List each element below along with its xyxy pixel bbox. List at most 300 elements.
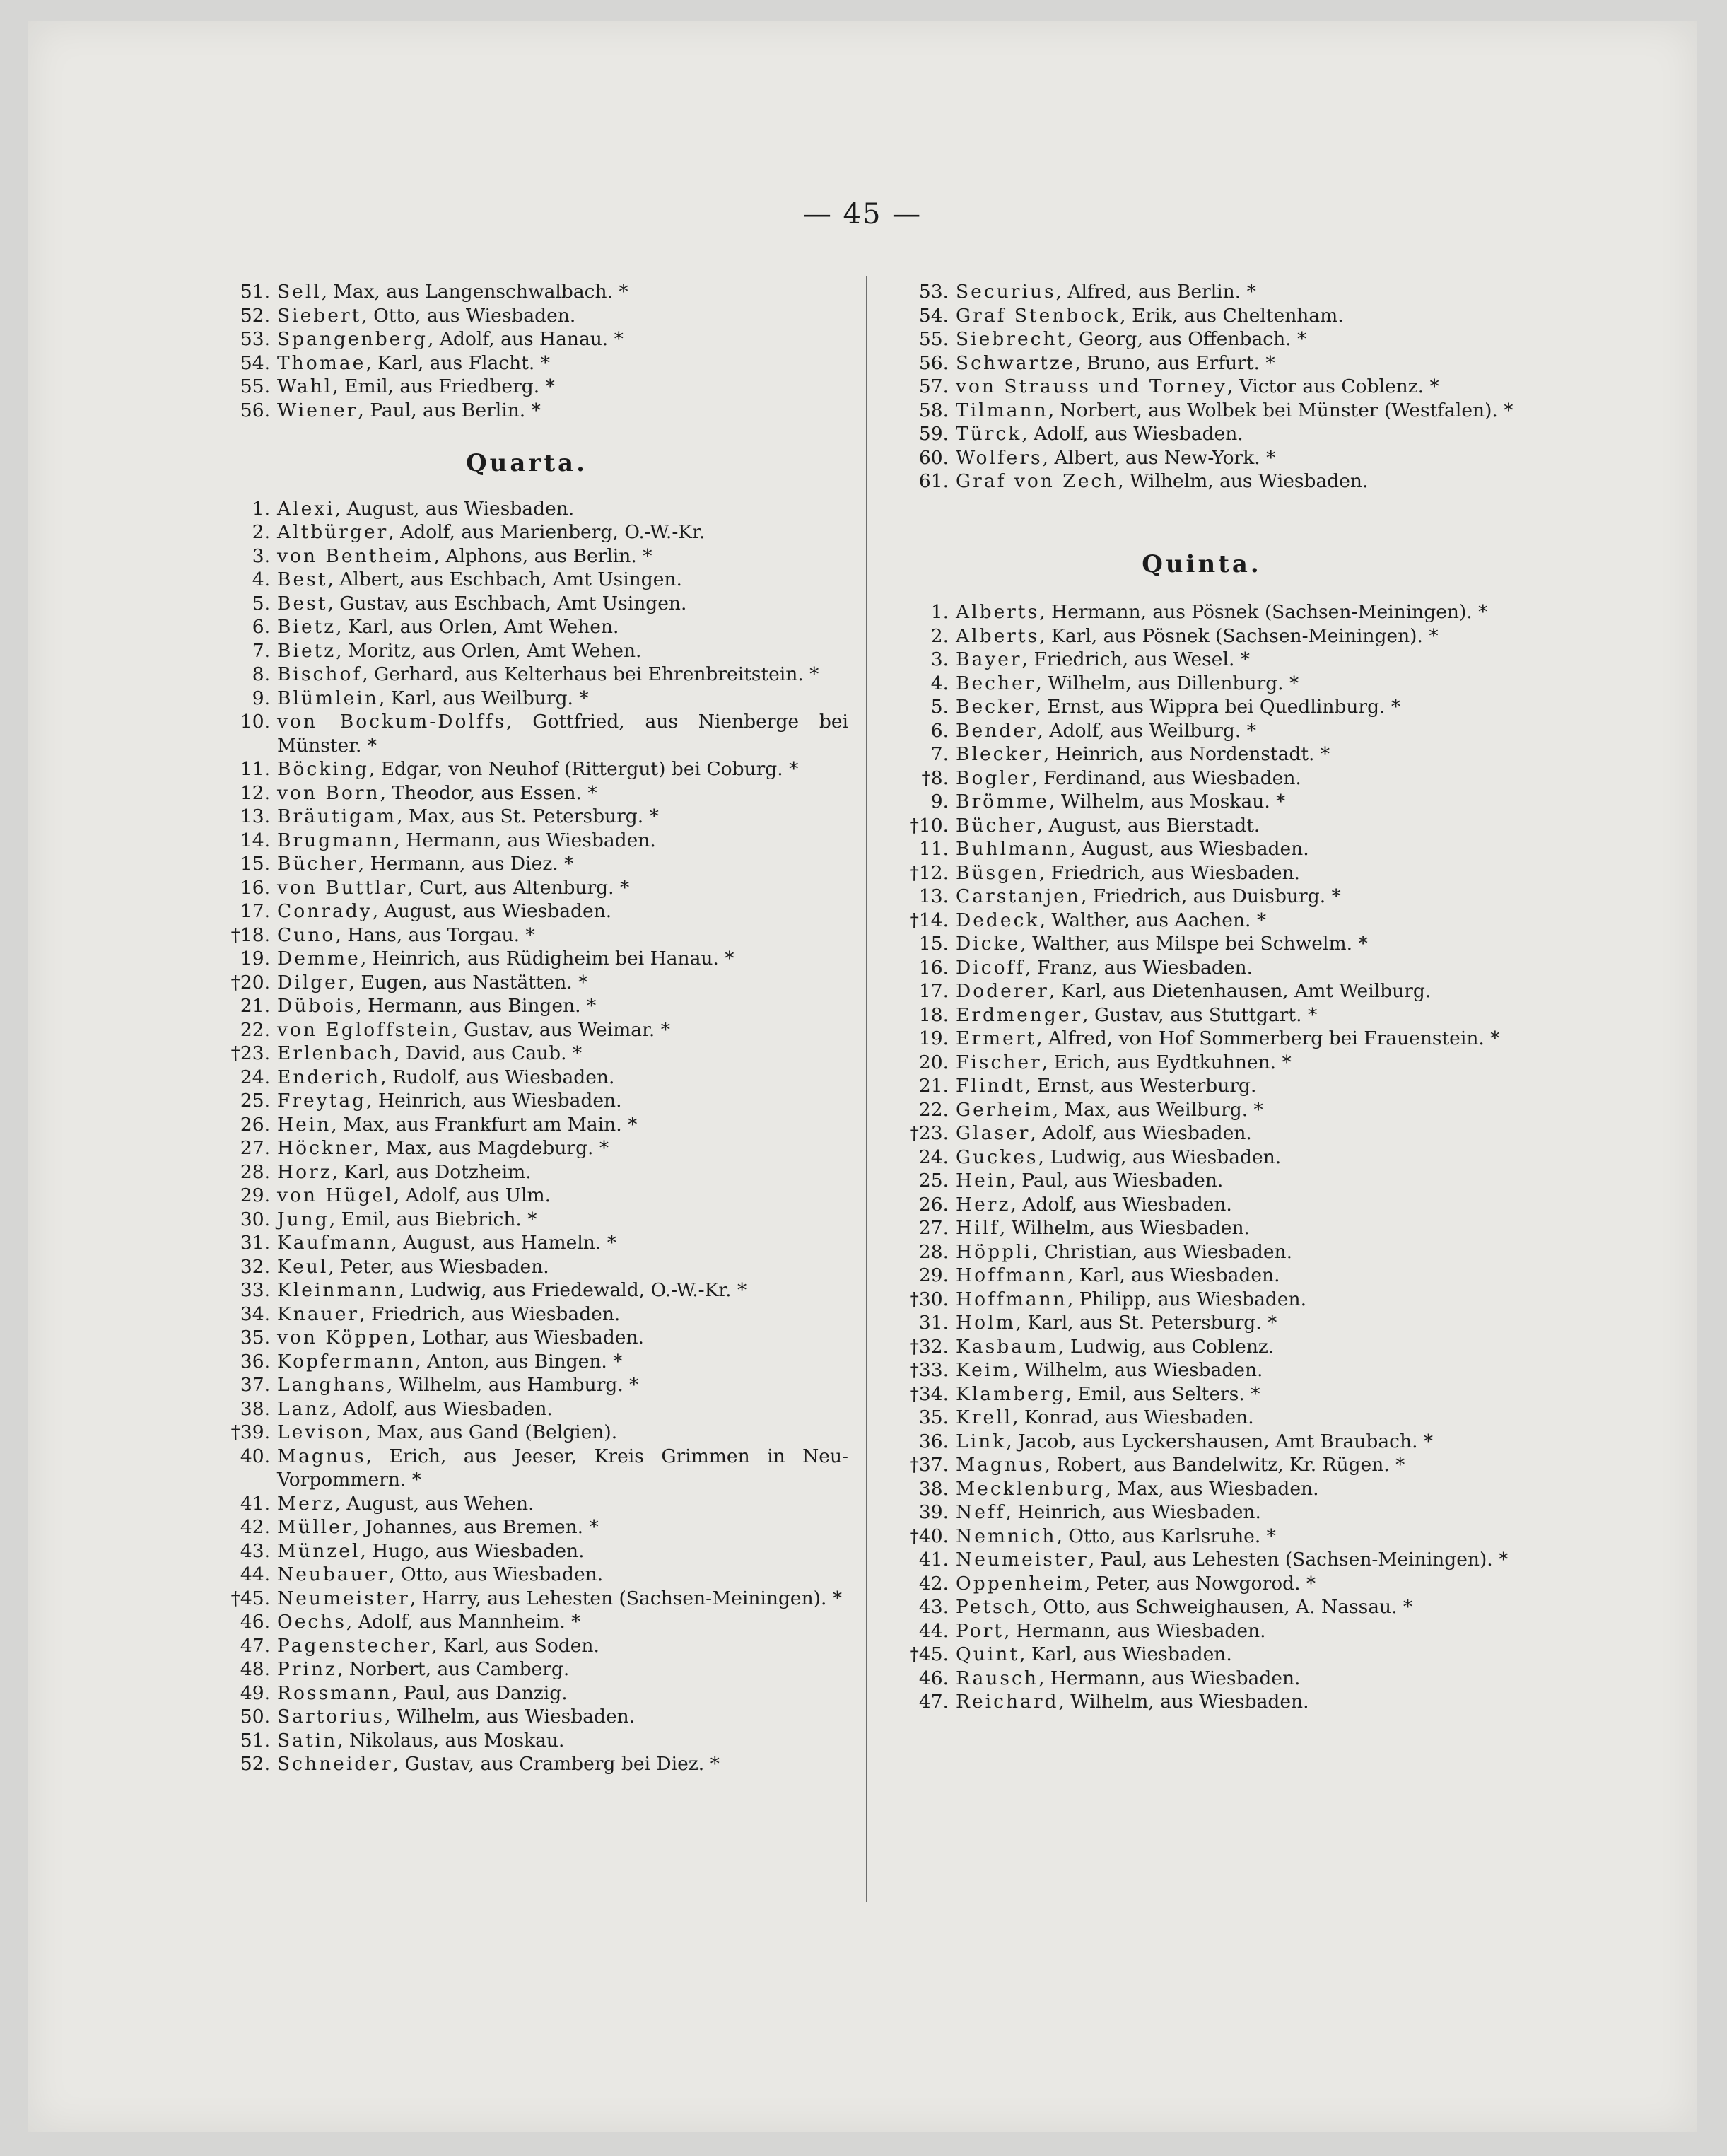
entry-name: Conrady bbox=[277, 900, 373, 922]
entry-number: 47. bbox=[918, 1691, 949, 1713]
list-item bbox=[884, 422, 1520, 446]
entry-details: , Wilhelm, aus Hamburg. * bbox=[386, 1374, 639, 1396]
entry-name: Rausch bbox=[956, 1667, 1038, 1689]
entry-name: Kasbaum bbox=[956, 1335, 1059, 1358]
entry-name: Dilger bbox=[277, 971, 349, 993]
list-item bbox=[205, 1752, 848, 1776]
list-item bbox=[205, 805, 848, 829]
list-item bbox=[205, 876, 848, 900]
entry-details: , Adolf, aus Marienberg, O.-W.-Kr. bbox=[388, 521, 706, 543]
entry-number: 1. bbox=[252, 497, 270, 520]
entry-number: 44. bbox=[240, 1563, 270, 1585]
entry-name: Doderer bbox=[956, 980, 1049, 1002]
entry-number: 56. bbox=[240, 399, 270, 421]
list-item bbox=[205, 710, 848, 757]
list-item bbox=[205, 1682, 848, 1706]
list-item bbox=[884, 446, 1520, 470]
entry-details: , Ferdinand, aus Wiesbaden. bbox=[1031, 767, 1301, 789]
entry-details: , Paul, aus Wiesbaden. bbox=[1009, 1170, 1224, 1191]
entry-details: , Adolf, aus Wiesbaden. bbox=[331, 1397, 553, 1420]
entry-number: 22. bbox=[240, 1018, 270, 1041]
entry-details: , Wilhelm, aus Wiesbaden. bbox=[1058, 1691, 1309, 1713]
list-item bbox=[884, 1667, 1520, 1691]
entry-number: 17. bbox=[918, 980, 949, 1002]
entry-name: Bietz bbox=[277, 616, 336, 638]
list-item bbox=[884, 1288, 1520, 1312]
entry-number: 10. bbox=[240, 711, 270, 733]
entry-details: , Hermann, aus Wiesbaden. bbox=[1004, 1619, 1266, 1642]
entry-name: Oppenheim bbox=[956, 1572, 1084, 1595]
entry-name: Krell bbox=[956, 1406, 1013, 1428]
list-item bbox=[205, 829, 848, 853]
list-item bbox=[205, 1445, 848, 1492]
entry-details: , Paul, aus Lehesten (Sachsen-Meiningen). * bbox=[1088, 1549, 1509, 1571]
entry-details: , Gustav, aus Stuttgart. * bbox=[1082, 1003, 1318, 1026]
entry-number: 15. bbox=[240, 853, 270, 875]
entry-name: Herz bbox=[956, 1193, 1011, 1216]
entry-number: 53. bbox=[918, 281, 949, 303]
list-item bbox=[884, 327, 1520, 351]
entry-details: , Friedrich, aus Wesel. * bbox=[1021, 648, 1251, 670]
entry-number: 56. bbox=[918, 351, 949, 374]
entry-number: 2. bbox=[930, 624, 949, 647]
list-item bbox=[205, 592, 848, 616]
list-item bbox=[884, 1264, 1520, 1288]
entry-name: von Hügel bbox=[277, 1184, 394, 1206]
entry-number: 9. bbox=[252, 687, 270, 709]
entry-details: , Adolf, aus Weilburg. * bbox=[1037, 719, 1256, 742]
entry-name: Glaser bbox=[956, 1122, 1031, 1144]
entry-name: Türck bbox=[956, 423, 1022, 445]
entry-name: Horz bbox=[277, 1160, 332, 1183]
entry-number: 3. bbox=[252, 544, 270, 567]
entry-name: Bräutigam bbox=[277, 805, 397, 827]
entry-name: Bücher bbox=[956, 814, 1037, 837]
entry-details: , Victor aus Coblenz. * bbox=[1227, 375, 1439, 397]
list-item bbox=[884, 790, 1520, 814]
entry-name: Schneider bbox=[277, 1753, 393, 1775]
entry-details: , Emil, aus Biebrich. * bbox=[329, 1208, 537, 1230]
entry-number: 46. bbox=[918, 1667, 949, 1689]
list-item bbox=[205, 899, 848, 923]
list-item bbox=[205, 1160, 848, 1184]
entry-number: 47. bbox=[240, 1634, 270, 1657]
list-item bbox=[884, 861, 1520, 885]
entry-details: , Ludwig, aus Coblenz. bbox=[1058, 1335, 1275, 1358]
entry-number: 2. bbox=[252, 521, 270, 543]
entry-number: †20. bbox=[230, 971, 270, 993]
entry-number: 19. bbox=[918, 1027, 949, 1049]
entry-number: †23. bbox=[230, 1042, 270, 1064]
entry-number: †45. bbox=[909, 1643, 949, 1665]
entry-details: , Karl, aus Pösnek (Sachsen-Meiningen). * bbox=[1039, 624, 1439, 647]
entry-number: 4. bbox=[252, 569, 270, 590]
list-item bbox=[205, 520, 848, 544]
entry-number: †39. bbox=[230, 1421, 270, 1443]
entry-name: Satin bbox=[277, 1729, 338, 1752]
entry-name: von Buttlar bbox=[277, 876, 408, 899]
entry-details: , Curt, aus Altenburg. * bbox=[407, 876, 630, 899]
page-number: — 45 — bbox=[802, 198, 923, 231]
entry-details: , Peter, aus Nowgorod. * bbox=[1084, 1572, 1316, 1595]
list-item bbox=[205, 1089, 848, 1113]
entry-number: 39. bbox=[918, 1501, 949, 1523]
entry-name: Müller bbox=[277, 1516, 353, 1538]
entry-number: 42. bbox=[240, 1516, 270, 1538]
entry-name: Petsch bbox=[956, 1596, 1031, 1618]
list-item bbox=[205, 1515, 848, 1539]
entry-number: 27. bbox=[240, 1137, 270, 1159]
entry-number: 50. bbox=[240, 1706, 270, 1727]
entry-name: Münzel bbox=[277, 1539, 361, 1562]
list-item bbox=[884, 1098, 1520, 1122]
entry-number: †37. bbox=[909, 1454, 949, 1476]
list-item bbox=[884, 1335, 1520, 1359]
entry-name: Kaufmann bbox=[277, 1232, 392, 1254]
entry-details: , Walther, aus Milspe bei Schwelm. * bbox=[1020, 933, 1368, 955]
entry-number: 26. bbox=[240, 1113, 270, 1136]
entry-name: Dübois bbox=[277, 995, 356, 1017]
entry-details: , August, aus Hameln. * bbox=[391, 1232, 616, 1254]
list-item bbox=[884, 1240, 1520, 1264]
entry-name: Graf Stenbock bbox=[956, 304, 1120, 327]
entry-details: , Karl, aus Dietenhausen, Amt Weilburg. bbox=[1048, 980, 1432, 1002]
entry-number: 57. bbox=[918, 375, 949, 397]
entry-number: †14. bbox=[909, 909, 949, 931]
entry-details: , Walther, aus Aachen. * bbox=[1039, 909, 1267, 931]
entry-name: Bücher bbox=[277, 853, 358, 875]
entry-details: , Robert, aus Bandelwitz, Kr. Rügen. * bbox=[1044, 1454, 1405, 1476]
list-item bbox=[205, 1326, 848, 1350]
document-page bbox=[28, 21, 1697, 2132]
entry-name: Freytag bbox=[277, 1090, 367, 1112]
entry-number: 16. bbox=[240, 876, 270, 899]
entry-name: Graf von Zech bbox=[956, 470, 1118, 492]
entry-number: 53. bbox=[240, 328, 270, 350]
list-item bbox=[205, 280, 848, 304]
list-item bbox=[884, 470, 1520, 494]
entry-number: 32. bbox=[240, 1255, 270, 1278]
list-item bbox=[205, 544, 848, 569]
entry-details: , Max, aus Gand (Belgien). bbox=[365, 1421, 618, 1443]
entry-details: , Heinrich, aus Wiesbaden. bbox=[1005, 1501, 1261, 1523]
section-title-quarta: Quarta. bbox=[466, 449, 587, 477]
entry-name: Böcking bbox=[277, 758, 369, 780]
list-item bbox=[205, 1255, 848, 1279]
entry-number: 7. bbox=[252, 639, 270, 662]
left-main-list bbox=[205, 497, 848, 1776]
list-item bbox=[884, 1051, 1520, 1075]
entry-number: 59. bbox=[918, 423, 949, 445]
list-item bbox=[205, 1066, 848, 1090]
entry-number: 54. bbox=[240, 351, 270, 374]
list-item bbox=[205, 1113, 848, 1137]
list-item bbox=[205, 375, 848, 399]
left-column bbox=[205, 280, 848, 1776]
entry-number: †33. bbox=[909, 1359, 949, 1381]
list-item bbox=[205, 304, 848, 328]
entry-name: Langhans bbox=[277, 1374, 387, 1396]
entry-details: , Ludwig, aus Wiesbaden. bbox=[1038, 1146, 1282, 1168]
entry-name: Tilmann bbox=[956, 399, 1048, 421]
entry-name: Pagenstecher bbox=[277, 1634, 432, 1657]
entry-number: 29. bbox=[918, 1264, 949, 1286]
entry-details: , Gustav, aus Weimar. * bbox=[452, 1018, 670, 1041]
entry-number: 40. bbox=[240, 1445, 270, 1467]
entry-name: Siebrecht bbox=[956, 328, 1067, 350]
entry-details: , Anton, aus Bingen. * bbox=[415, 1350, 623, 1373]
entry-number: 5. bbox=[930, 696, 949, 718]
entry-name: Magnus bbox=[277, 1445, 366, 1467]
right-main-list bbox=[884, 600, 1520, 1714]
entry-details: , Wilhelm, aus Wiesbaden. bbox=[385, 1706, 636, 1727]
entry-details: , Peter, aus Wiesbaden. bbox=[328, 1255, 549, 1278]
entry-name: Gerheim bbox=[956, 1098, 1053, 1121]
list-item bbox=[884, 932, 1520, 956]
entry-number: 44. bbox=[918, 1619, 949, 1642]
entry-number: 17. bbox=[240, 900, 270, 922]
entry-name: von Bockum-Dolffs bbox=[277, 711, 507, 733]
entry-number: 33. bbox=[240, 1279, 270, 1301]
entry-number: 55. bbox=[918, 328, 949, 350]
list-item bbox=[205, 1397, 848, 1421]
list-item bbox=[884, 1572, 1520, 1596]
entry-name: Guckes bbox=[956, 1146, 1038, 1168]
list-item bbox=[205, 1634, 848, 1658]
entry-name: Hein bbox=[277, 1113, 332, 1136]
entry-name: Knauer bbox=[277, 1303, 360, 1325]
entry-name: Klamberg bbox=[956, 1382, 1066, 1405]
entry-details: , August, aus Wiesbaden. bbox=[1070, 838, 1309, 860]
entry-number: 4. bbox=[930, 672, 949, 694]
list-item bbox=[205, 1018, 848, 1042]
entry-details: , Moritz, aus Orlen, Amt Wehen. bbox=[336, 639, 642, 662]
entry-number: 22. bbox=[918, 1098, 949, 1121]
list-item bbox=[884, 1216, 1520, 1240]
entry-name: Bender bbox=[956, 719, 1038, 742]
list-item bbox=[884, 1146, 1520, 1170]
entry-number: 21. bbox=[918, 1075, 949, 1097]
entry-number: 35. bbox=[918, 1406, 949, 1428]
list-item bbox=[205, 781, 848, 805]
entry-details: , Nikolaus, aus Moskau. bbox=[337, 1729, 565, 1752]
entry-name: Bogler bbox=[956, 767, 1032, 789]
entry-name: Brugmann bbox=[277, 829, 394, 851]
entry-details: , Wilhelm, aus Wiesbaden. bbox=[1012, 1359, 1263, 1381]
entry-number: 9. bbox=[930, 791, 949, 812]
entry-number: 30. bbox=[240, 1208, 270, 1230]
entry-details: , Norbert, aus Wolbek bei Münster (Westfalen). * bbox=[1048, 399, 1514, 421]
entry-number: 29. bbox=[240, 1184, 270, 1206]
list-item bbox=[884, 1121, 1520, 1146]
entry-details: , Adolf, aus Wiesbaden. bbox=[1010, 1193, 1232, 1216]
list-item bbox=[205, 1657, 848, 1682]
list-item bbox=[884, 399, 1520, 423]
column-divider bbox=[866, 276, 867, 1902]
entry-name: Wahl bbox=[277, 375, 333, 397]
list-item bbox=[884, 1074, 1520, 1098]
entry-name: Neff bbox=[956, 1501, 1006, 1523]
entry-details: , Karl, aus St. Petersburg. * bbox=[1015, 1312, 1277, 1334]
entry-details: , Norbert, aus Camberg. bbox=[337, 1658, 570, 1680]
entry-number: 6. bbox=[252, 616, 270, 638]
entry-number: 31. bbox=[240, 1232, 270, 1254]
entry-details: , Karl, aus Wiesbaden. bbox=[1067, 1264, 1280, 1286]
list-item bbox=[884, 1690, 1520, 1714]
entry-details: , Otto, aus Wiesbaden. bbox=[389, 1563, 604, 1585]
entry-details: , Max, aus Weilburg. * bbox=[1052, 1098, 1263, 1121]
list-item bbox=[884, 956, 1520, 980]
list-item bbox=[205, 497, 848, 521]
entry-details: , Ernst, aus Westerburg. bbox=[1025, 1075, 1257, 1097]
entry-details: , Erik, aus Cheltenham. bbox=[1120, 304, 1344, 327]
entry-name: Kleinmann bbox=[277, 1279, 399, 1301]
entry-details: , Erich, aus Jeeser, Kreis Grimmen in Neu-Vorpommern. * bbox=[277, 1445, 848, 1491]
list-item bbox=[884, 695, 1520, 719]
list-item bbox=[884, 1477, 1520, 1501]
list-item bbox=[205, 1042, 848, 1066]
right-column bbox=[884, 280, 1520, 1714]
entry-name: Best bbox=[277, 569, 328, 590]
entry-name: Lanz bbox=[277, 1397, 332, 1420]
entry-name: Siebert bbox=[277, 304, 362, 327]
entry-details: , Gustav, aus Cramberg bei Diez. * bbox=[392, 1753, 720, 1775]
list-item bbox=[884, 280, 1520, 304]
entry-details: , Emil, aus Selters. * bbox=[1065, 1382, 1260, 1405]
entry-number: 19. bbox=[240, 948, 270, 969]
entry-name: Schwartze bbox=[956, 351, 1075, 374]
entry-name: Wolfers bbox=[956, 446, 1043, 469]
entry-details: , Alfred, von Hof Sommerberg bei Frauenstein. * bbox=[1036, 1027, 1500, 1049]
list-item bbox=[884, 885, 1520, 909]
entry-number: 38. bbox=[240, 1397, 270, 1420]
section-title-quinta: Quinta. bbox=[1142, 549, 1262, 578]
list-item bbox=[884, 814, 1520, 838]
entry-name: Altbürger bbox=[277, 521, 389, 543]
entry-name: Fischer bbox=[956, 1051, 1042, 1073]
entry-details: , Karl, aus Weilburg. * bbox=[378, 687, 589, 709]
entry-details: , Max, aus Langenschwalbach. * bbox=[321, 281, 628, 303]
entry-details: , Gustav, aus Eschbach, Amt Usingen. bbox=[327, 592, 687, 614]
entry-number: 43. bbox=[918, 1596, 949, 1618]
entry-name: Demme bbox=[277, 948, 361, 969]
entry-name: Flindt bbox=[956, 1075, 1026, 1097]
entry-name: von Egloffstein bbox=[277, 1018, 452, 1041]
list-item bbox=[205, 327, 848, 351]
list-item bbox=[884, 1619, 1520, 1643]
entry-name: Hoffmann bbox=[956, 1288, 1067, 1310]
entry-name: Holm bbox=[956, 1312, 1016, 1334]
entry-number: 36. bbox=[918, 1430, 949, 1452]
entry-details: , Karl, aus Wiesbaden. bbox=[1019, 1643, 1232, 1665]
entry-name: Neumeister bbox=[956, 1549, 1089, 1571]
entry-name: Sartorius bbox=[277, 1706, 385, 1727]
entry-name: Enderich bbox=[277, 1066, 381, 1088]
entry-details: , Rudolf, aus Wiesbaden. bbox=[380, 1066, 615, 1088]
list-item bbox=[205, 1705, 848, 1729]
entry-details: , Hermann, aus Diez. * bbox=[358, 853, 574, 875]
list-item bbox=[884, 351, 1520, 375]
entry-number: 28. bbox=[240, 1160, 270, 1183]
entry-details: , Friedrich, aus Wiesbaden. bbox=[359, 1303, 621, 1325]
list-item bbox=[884, 1382, 1520, 1406]
entry-details: , Christian, aus Wiesbaden. bbox=[1031, 1240, 1293, 1263]
entry-name: Reichard bbox=[956, 1691, 1059, 1713]
entry-details: , Johannes, aus Bremen. * bbox=[353, 1516, 599, 1538]
entry-number: 25. bbox=[918, 1170, 949, 1191]
entry-number: 14. bbox=[240, 829, 270, 851]
entry-number: 31. bbox=[918, 1312, 949, 1334]
entry-details: , Adolf, aus Mannheim. * bbox=[346, 1611, 581, 1633]
list-item bbox=[205, 399, 848, 423]
entry-details: , Theodor, aus Essen. * bbox=[380, 781, 597, 804]
entry-name: Link bbox=[956, 1430, 1007, 1452]
entry-number: 16. bbox=[918, 956, 949, 979]
list-item bbox=[884, 1358, 1520, 1382]
entry-details: , Konrad, aus Wiesbaden. bbox=[1012, 1406, 1254, 1428]
list-item bbox=[205, 1231, 848, 1255]
entry-number: 37. bbox=[240, 1374, 270, 1396]
entry-number: 21. bbox=[240, 995, 270, 1017]
entry-details: , Bruno, aus Erfurt. * bbox=[1075, 351, 1275, 374]
entry-name: Höppli bbox=[956, 1240, 1032, 1263]
entry-details: , Edgar, von Neuhof (Rittergut) bei Coburg. * bbox=[368, 758, 799, 780]
list-item bbox=[205, 351, 848, 375]
entry-number: 12. bbox=[240, 781, 270, 804]
entry-number: 28. bbox=[918, 1240, 949, 1263]
entry-name: von Strauss und Torney bbox=[956, 375, 1227, 397]
entry-number: 41. bbox=[240, 1492, 270, 1515]
entry-name: Hein bbox=[956, 1170, 1010, 1191]
entry-details: , Friedrich, aus Wiesbaden. bbox=[1038, 861, 1301, 884]
entry-details: , Karl, aus Flacht. * bbox=[365, 351, 550, 374]
entry-name: Dicke bbox=[956, 933, 1021, 955]
entry-name: Prinz bbox=[277, 1658, 338, 1680]
entry-number: 1. bbox=[930, 601, 949, 623]
entry-details: , Ernst, aus Wippra bei Quedlinburg. * bbox=[1035, 696, 1401, 718]
entry-number: †8. bbox=[921, 767, 949, 789]
entry-number: †12. bbox=[909, 861, 949, 884]
entry-number: †32. bbox=[909, 1335, 949, 1358]
list-item bbox=[884, 719, 1520, 743]
entry-number: 11. bbox=[240, 758, 270, 780]
entry-name: Bischof bbox=[277, 663, 363, 685]
list-item bbox=[205, 1136, 848, 1160]
entry-details: , Otto, aus Wiesbaden. bbox=[361, 304, 576, 327]
list-item bbox=[884, 1643, 1520, 1667]
entry-name: Büsgen bbox=[956, 861, 1039, 884]
entry-name: Magnus bbox=[956, 1454, 1045, 1476]
entry-name: Sell bbox=[277, 281, 322, 303]
list-item bbox=[205, 947, 848, 971]
entry-number: 15. bbox=[918, 933, 949, 955]
entry-number: 7. bbox=[930, 743, 949, 765]
entry-name: Erdmenger bbox=[956, 1003, 1083, 1026]
list-item bbox=[884, 1003, 1520, 1027]
entry-number: 48. bbox=[240, 1658, 270, 1680]
entry-number: 52. bbox=[240, 1753, 270, 1775]
entry-details: , Friedrich, aus Duisburg. * bbox=[1080, 885, 1341, 907]
entry-number: 61. bbox=[918, 470, 949, 492]
entry-details: , Max, aus Frankfurt am Main. * bbox=[331, 1113, 638, 1136]
list-item bbox=[884, 1525, 1520, 1549]
entry-number: 41. bbox=[918, 1549, 949, 1571]
entry-name: Bietz bbox=[277, 639, 336, 662]
entry-number: †45. bbox=[230, 1587, 270, 1609]
entry-details: , Jacob, aus Lyckershausen, Amt Braubach. * bbox=[1006, 1430, 1434, 1452]
entry-details: , Eugen, aus Nastätten. * bbox=[349, 971, 588, 993]
entry-name: Merz bbox=[277, 1492, 335, 1515]
